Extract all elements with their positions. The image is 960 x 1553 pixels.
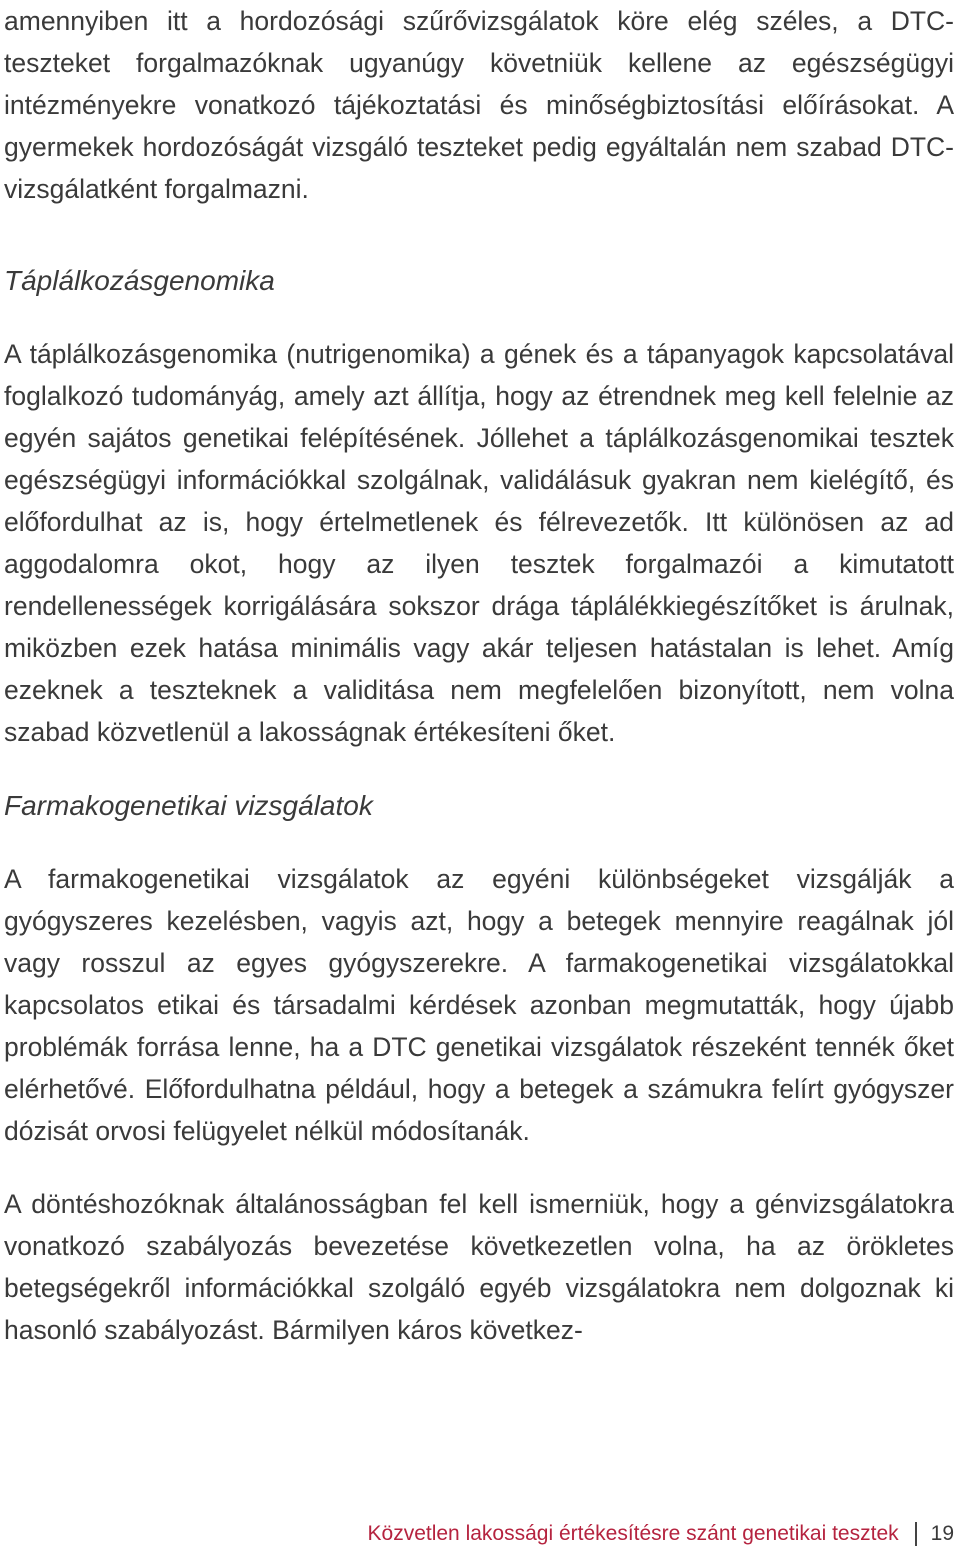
intro-paragraph: amennyiben itt a hordozósági szűrővizsgálatok köre elég széles, a DTC-teszteket forgalmazóknak ugyanúgy követniük kellene az egészségügyi intézményekre vonatkozó tájékoztatási és minőségbiztosítási előírásokat. A gyermekek hordozóságát vizsgáló teszteket pedig egyáltalán nem szabad DTC-vizsgálatként forgalmazni. [4,6,954,204]
section-heading-nutrigenomics: Táplálkozásgenomika [4,265,275,296]
footer-divider [915,1522,917,1546]
footer-title: Közvetlen lakossági értékesítésre szánt genetikai tesztek [367,1522,899,1545]
page-footer [368,1518,954,1550]
page-body [4,0,954,1351]
nutrigenomics-paragraph: A táplálkozásgenomika (nutrigenomika) a gének és a tápanyagok kapcsolatával foglalkozó tudományág, amely azt állítja, hogy az étrendnek meg kell felelnie az egyén sajátos genetikai felépítésének. Jóllehet a táplálkozásgenomikai tesztek egészségügyi információkkal szolgálnak, validálásuk gyakran nem kielégítő, és előfordulhat az is, hogy értelmetlenek és félrevezetők. Itt különösen az ad aggodalomra okot, hogy az ilyen tesztek forgalmazói a kimutatott rendellenességek korrigálására sokszor drága táplálékkiegészítőket is árulnak, miközben ezek hatása minimális vagy akár teljesen hatástalan is lehet. Amíg ezeknek a teszteknek a validitása nem megfelelően bizonyított, nem volna szabad közvetlenül a lakosságnak értékesíteni őket. [4,339,954,747]
section-heading-pharmacogenetics: Farmakogenetikai vizsgálatok [4,790,373,821]
pharmacogenetics-paragraph-1: A farmakogenetikai vizsgálatok az egyéni különbségeket vizsgálják a gyógyszeres kezelésben, vagyis azt, hogy a betegek mennyire reagálnak jól vagy rosszul az egyes gyógyszerekre. A farmakogenetikai vizsgálatokkal kapcsolatos etikai és társadalmi kérdések azonban megmutatták, hogy újabb problémák forrása lenne, ha a DTC genetikai vizsgálatok részeként tennék őket elérhetővé. Előfordulhatna például, hogy a betegek a számukra felírt gyógyszer dózisát orvosi felügyelet nélkül módosítanák. [4,864,954,1146]
page-number: 19 [930,1522,954,1545]
pharmacogenetics-paragraph-2: A döntéshozóknak általánosságban fel kell ismerniük, hogy a génvizsgálatokra vonatkozó szabályozás bevezetése következetlen volna, ha az örökletes betegségekről információkkal szolgáló egyéb vizsgálatokra nem dolgoznak ki hasonló szabályozást. Bármilyen káros következ- [4,1189,954,1345]
